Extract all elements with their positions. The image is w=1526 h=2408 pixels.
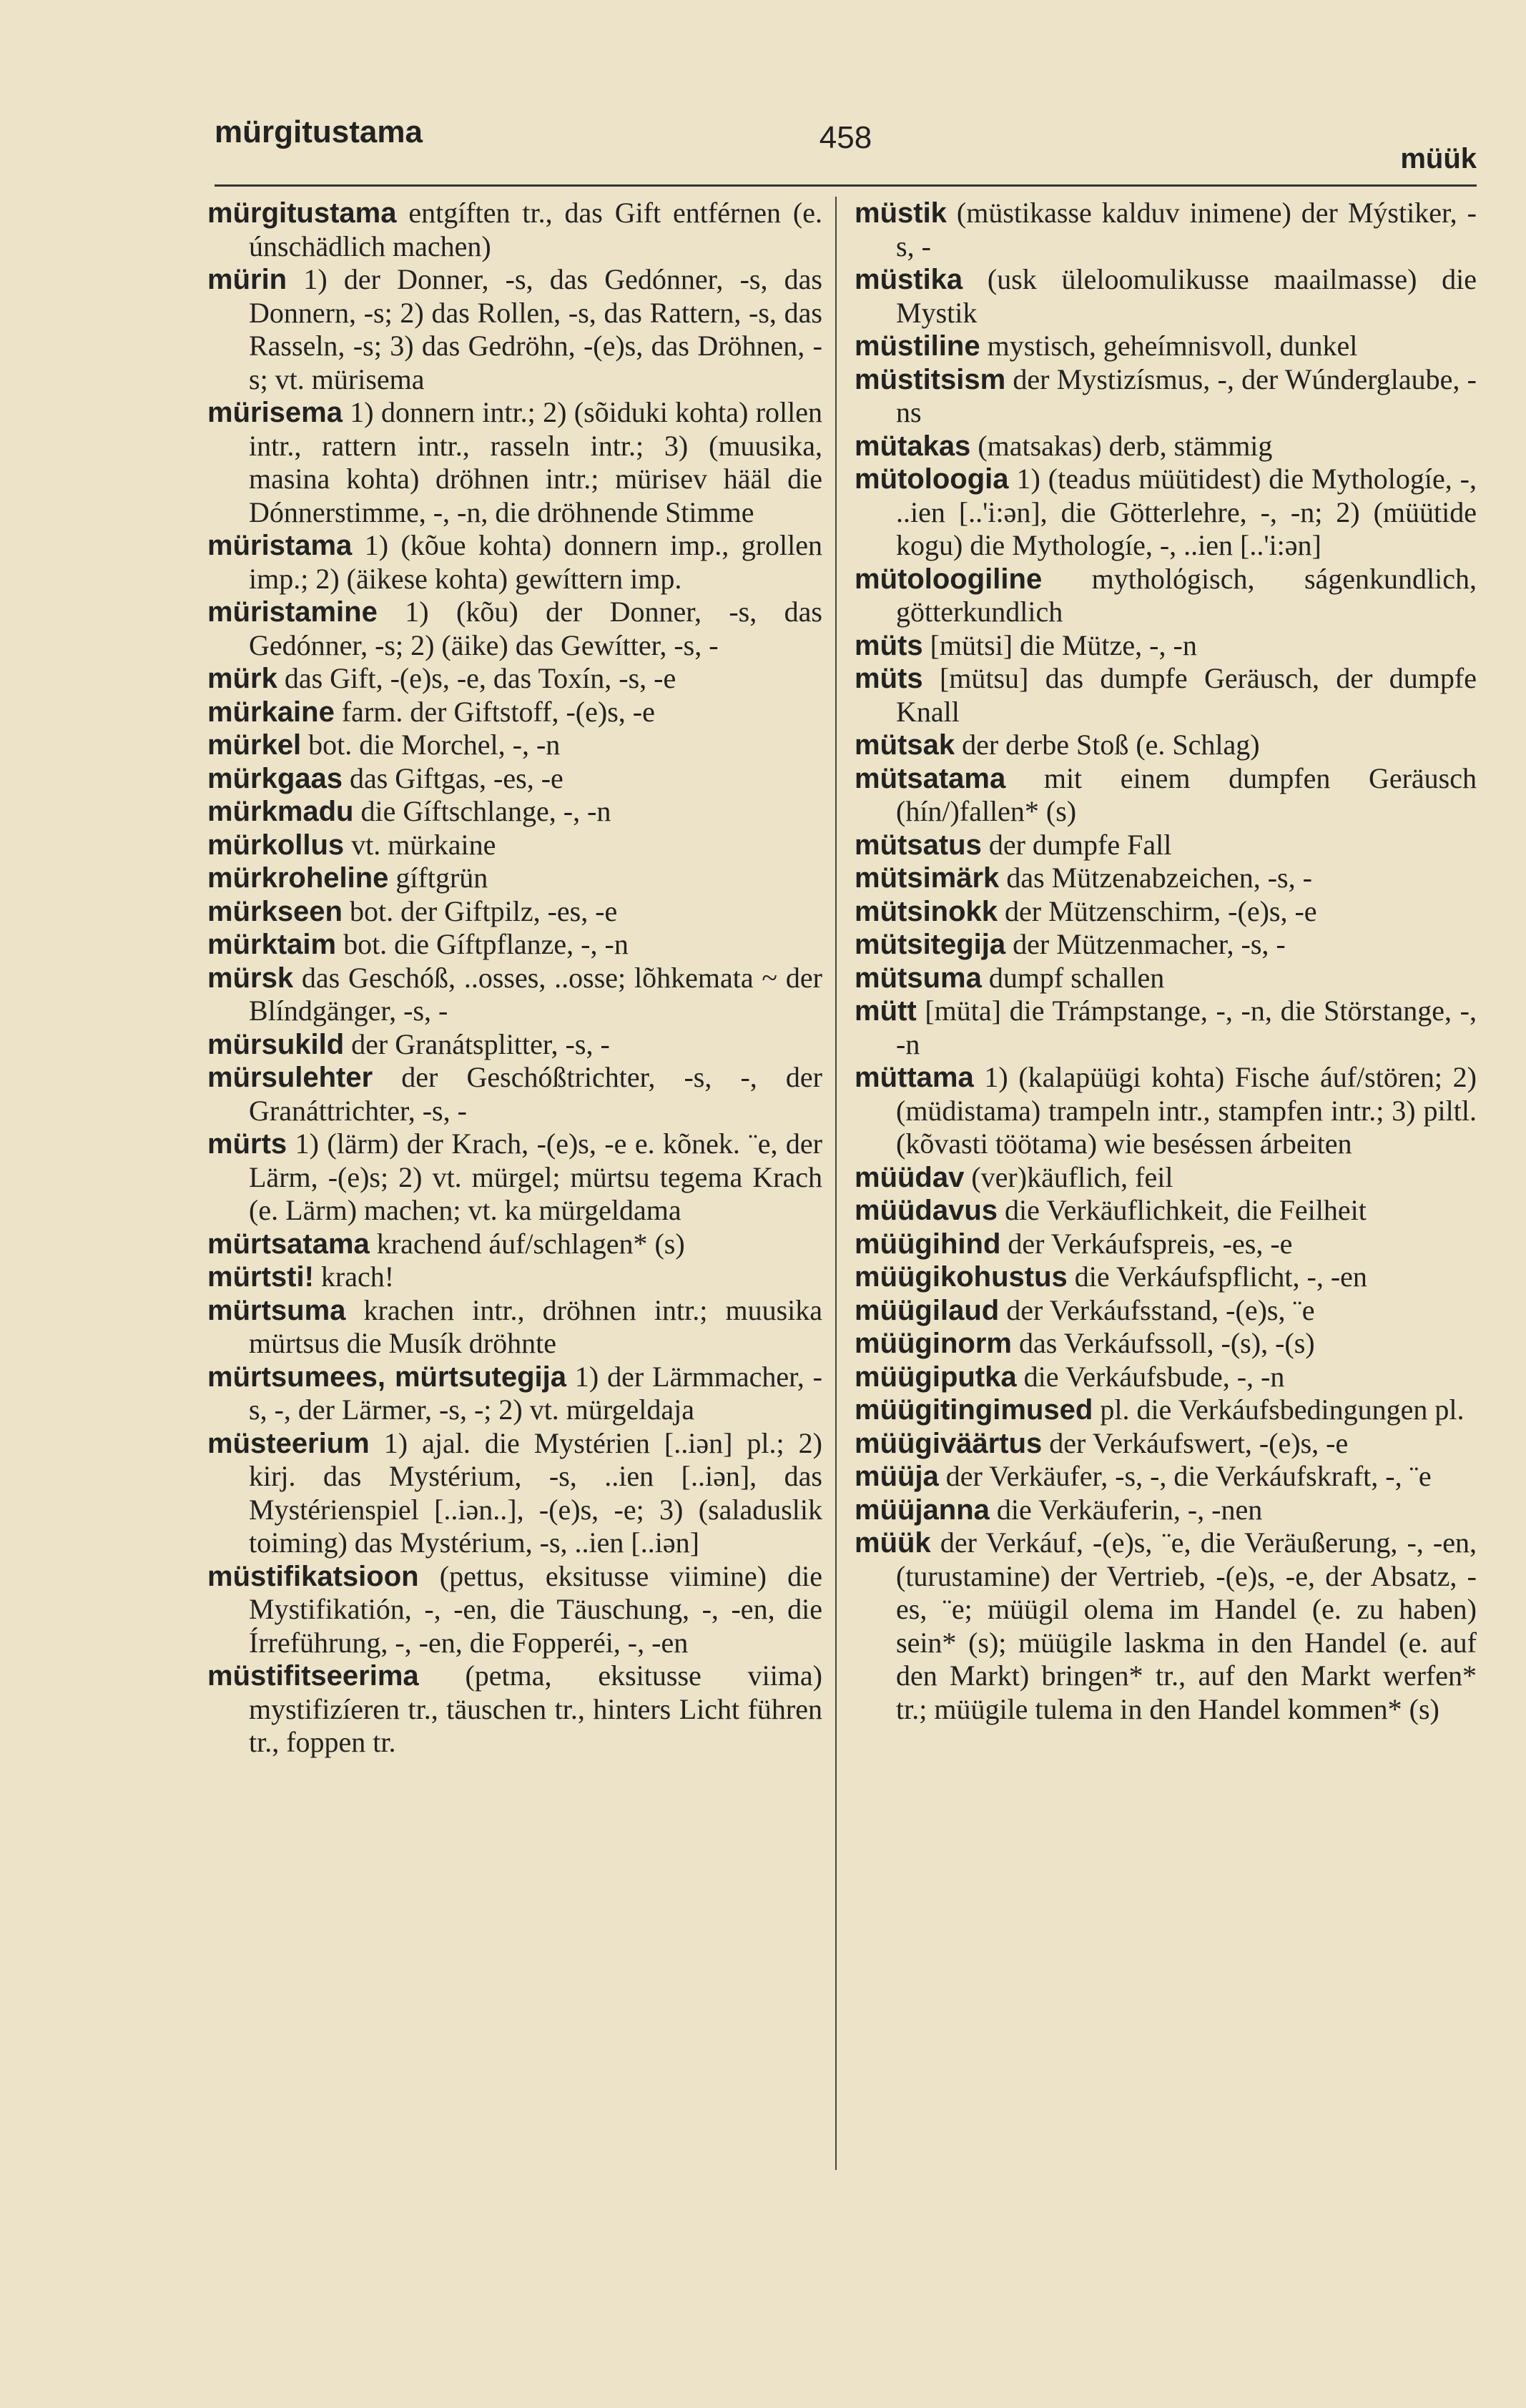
entry-definition: (pettus, eksitusse viimine) die Mystifikatión, -, -en, die Täuschung, -, -en, die Írreführung, -, -en, die Fopperéi, -, -en: [249, 1559, 822, 1659]
entry-headword: müts: [855, 629, 923, 661]
entry-headword: müüjanna: [855, 1494, 990, 1526]
entry-definition: vt. mürkaine: [344, 828, 496, 861]
entry-headword: mütoloogiline: [855, 563, 1043, 595]
entry-headword: mütsimärk: [855, 862, 1000, 894]
dictionary-entry: [207, 962, 822, 1028]
entry-headword: müügikohustus: [855, 1261, 1068, 1293]
entry-definition: die Verkáufsbude, -, -n: [1016, 1360, 1285, 1393]
entry-headword: mürgitustama: [207, 197, 397, 229]
entry-headword: mürk: [207, 663, 277, 694]
entry-headword: müüdavus: [855, 1195, 998, 1226]
dictionary-entry: [207, 1560, 822, 1660]
entry-definition: das Giftgas, -es, -e: [342, 761, 563, 794]
entry-definition: das Verkáufssoll, -(s), -(s): [1011, 1327, 1315, 1359]
dictionary-entry: [855, 1494, 1477, 1527]
running-header: [215, 114, 1477, 174]
entry-definition: der Verkáufspreis, -es, -e: [1000, 1227, 1293, 1260]
dictionary-entry: [207, 1127, 822, 1228]
entry-headword: mürts: [207, 1128, 287, 1160]
entry-definition: 1) (kalapüügi kohta) Fische áuf/stören; 2) (müdistama) trampeln intr., stampfen intr.; 3) piltl. (kõvasti töötama) wie beséssen árbeiten: [896, 1061, 1477, 1160]
dictionary-entry: [207, 696, 822, 729]
entry-headword: müstik: [855, 197, 947, 229]
dictionary-entry: [207, 829, 822, 862]
dictionary-entry: [855, 1427, 1477, 1461]
entry-headword: müstifitseerima: [207, 1660, 419, 1692]
dictionary-entry: [207, 662, 822, 696]
entry-headword: müügihind: [855, 1228, 1001, 1260]
entry-headword: mürsk: [207, 962, 294, 994]
dictionary-entry: [855, 1228, 1477, 1261]
dictionary-entry: [855, 1460, 1477, 1494]
entry-definition: 1) der Donner, -s, das Gedónner, -s, das Donnern, -s; 2) das Rollen, -s, das Rattern, -s, das Rasseln, -s; 3) das Gedröhn, -(e)s, das Dröhnen, -s; vt. mürisema: [249, 263, 822, 395]
entry-headword: müüdav: [855, 1161, 965, 1193]
entry-headword: müügilaud: [855, 1294, 1000, 1326]
dictionary-entry: [855, 1327, 1477, 1361]
dictionary-entry: [207, 928, 822, 962]
entry-definition: (usk üleloomulikusse maailmasse) die Mystik: [896, 263, 1477, 329]
entry-definition: krachend áuf/schlagen* (s): [369, 1227, 685, 1260]
dictionary-entry: [207, 1028, 822, 1062]
entry-definition: (müstikasse kalduv inimene) der Mýstiker, -s, -: [896, 197, 1477, 262]
entry-headword: müsteerium: [207, 1427, 370, 1459]
entry-headword: mürisema: [207, 397, 343, 428]
entry-headword: mürkollus: [207, 829, 345, 861]
entry-headword: müstitsism: [855, 363, 1006, 395]
dictionary-entry: [855, 463, 1477, 563]
entry-headword: müügiväärtus: [855, 1427, 1043, 1459]
entry-headword: mürkseen: [207, 895, 343, 927]
entry-headword: mürkgaas: [207, 762, 343, 794]
entry-definition: 1) ajal. die Mystérien [..iən] pl.; 2) kirj. das Mystérium, -s, ..ien [..iən], das Mystérienspiel [..iən..], -(e)s, -e; 3) (saladuslik toiming) das Mystérium, -s, ..ien [..iən]: [249, 1426, 822, 1559]
dictionary-entry: [207, 529, 822, 596]
dictionary-entry: [207, 596, 822, 662]
dictionary-entry: [207, 197, 822, 263]
dictionary-entry: [207, 1228, 822, 1261]
entry-definition: der Granátsplitter, -s, -: [344, 1027, 610, 1060]
entry-definition: [mütsi] die Mütze, -, -n: [922, 628, 1197, 661]
entry-headword: müristamine: [207, 596, 378, 628]
entry-headword: mürsukild: [207, 1028, 345, 1060]
dictionary-entry: [855, 363, 1477, 430]
entry-headword: mürtsti!: [207, 1261, 314, 1293]
entry-headword: mütsitegija: [855, 929, 1006, 960]
entry-headword: mürtsumees, mürtsutegija: [207, 1361, 567, 1393]
entry-definition: (matsakas) derb, stämmig: [970, 429, 1273, 462]
dictionary-entry: [855, 1361, 1477, 1394]
entry-definition: das Mützenabzeichen, -s, -: [999, 862, 1312, 894]
dictionary-entry: [855, 330, 1477, 363]
header-last-word: müük: [1400, 143, 1477, 174]
entry-headword: mütsatama: [855, 762, 1006, 794]
entry-headword: mürin: [207, 264, 287, 295]
entry-definition: der Verkáufsstand, -(e)s, ¨e: [999, 1293, 1315, 1326]
dictionary-entry: [855, 1294, 1477, 1328]
entry-definition: der Mystizísmus, -, der Wúnderglaube, -ns: [896, 362, 1477, 428]
entry-headword: müügitingimused: [855, 1394, 1093, 1426]
dictionary-entry: [855, 829, 1477, 862]
entry-definition: pl. die Verkáufsbedingungen pl.: [1093, 1393, 1465, 1426]
entry-definition: bot. die Morchel, -, -n: [301, 729, 561, 761]
entry-definition: 1) (teadus müütidest) die Mythologíe, -, ..ien [..'i:ən], die Götterlehre, -, -n; 2) (müütide kogu) die Mythologíe, -, ..ien [..'i:ən]: [896, 463, 1477, 561]
dictionary-entry: [855, 263, 1477, 330]
entry-definition: mytholόgisch, ságenkundlich, götterkundlich: [896, 562, 1477, 628]
dictionary-entry: [207, 1427, 822, 1560]
entry-definition: das Geschóß, ..osses, ..osse; lõhkemata ~ der Blíndgänger, -s, -: [249, 961, 822, 1027]
entry-definition: die Gíftschlange, -, -n: [353, 795, 611, 827]
page-number: 458: [819, 120, 872, 155]
entry-headword: müttama: [855, 1062, 974, 1093]
dictionary-entry: [855, 1161, 1477, 1195]
entry-headword: mürkmadu: [207, 796, 354, 827]
entry-definition: krachen intr., dröhnen intr.; muusika mürtsus die Musík dröhnte: [249, 1293, 822, 1359]
dictionary-entry: [855, 1260, 1477, 1294]
dictionary-entry: [855, 430, 1477, 463]
dictionary-entry: [207, 862, 822, 895]
dictionary-entry: [855, 762, 1477, 829]
entry-headword: müstifikatsioon: [207, 1560, 419, 1592]
dictionary-entry: [207, 1061, 822, 1127]
entry-headword: müts: [855, 663, 923, 694]
entry-headword: mürtsatama: [207, 1228, 370, 1260]
entry-definition: der derbe Stoß (e. Schlag): [955, 729, 1260, 761]
entry-headword: mütsinokk: [855, 895, 998, 927]
entry-definition: bot. die Gíftpflanze, -, -n: [336, 928, 629, 960]
dictionary-entry: [855, 1393, 1477, 1427]
dictionary-entry: [855, 1061, 1477, 1161]
entry-definition: die Verkáufspflicht, -, -en: [1067, 1260, 1367, 1293]
entry-definition: 1) (kõu) der Donner, -s, das Gedónner, -s; 2) (äike) das Gewítter, -s, -: [249, 596, 822, 661]
dictionary-entry: [855, 1526, 1477, 1726]
entry-definition: [mütsu] das dumpfe Geräusch, der dumpfe Knall: [896, 662, 1477, 728]
entry-definition: der Mützenmacher, -s, -: [1005, 928, 1286, 960]
entry-definition: der Verkäufer, -s, -, die Verkáufskraft, -, ¨e: [938, 1460, 1432, 1492]
entry-definition: mystisch, geheímnisvoll, dunkel: [980, 330, 1358, 362]
entry-headword: müüja: [855, 1461, 939, 1492]
dictionary-entry: [207, 1361, 822, 1427]
entry-headword: müstika: [855, 264, 963, 295]
dictionary-entry: [207, 729, 822, 762]
entry-headword: mütsatus: [855, 829, 982, 861]
entry-definition: entgíften tr., das Gift entférnen (e. únschädlich machen): [249, 197, 822, 262]
header-first-word: mürgitustama: [215, 114, 423, 149]
dictionary-entry: [855, 629, 1477, 663]
entry-headword: müüginorm: [855, 1328, 1012, 1359]
dictionary-entry: [207, 1294, 822, 1361]
entry-headword: müstiline: [855, 330, 980, 362]
entry-definition: der Verkáufswert, -(e)s, -e: [1042, 1426, 1349, 1459]
entry-definition: gíftgrün: [388, 862, 488, 894]
entry-definition: farm. der Giftstoff, -(e)s, -e: [334, 695, 655, 728]
entry-headword: mürsulehter: [207, 1062, 373, 1093]
entry-definition: bot. der Giftpilz, -es, -e: [342, 894, 618, 927]
entry-definition: 1) (kõue kohta) donnern imp., grollen imp.; 2) (äikese kohta) gewíttern imp.: [249, 529, 822, 595]
entry-headword: mütsuma: [855, 962, 982, 994]
dictionary-entry: [855, 1194, 1477, 1228]
dictionary-entry: [855, 729, 1477, 762]
entry-headword: mütt: [855, 995, 917, 1027]
dictionary-entry: [855, 197, 1477, 263]
entry-headword: müük: [855, 1527, 931, 1559]
dictionary-entry: [207, 1260, 822, 1294]
entry-definition: 1) donnern intr.; 2) (sõiduki kohta) rollen intr., rattern intr., rasseln intr.; 3) (muusika, masina kohta) dröhnen intr.; mürisev hääl die Dónnerstimme, -, -n, die dröhnende Stimme: [249, 396, 822, 528]
entry-definition: (ver)käuflich, feil: [964, 1160, 1173, 1193]
entry-definition: der Verkáuf, -(e)s, ¨e, die Veräußerung, -, -en, (turustamine) der Vertrieb, -(e)s, -e, der Absatz, -es, ¨e; müügil olema im Handel (e. zu haben) sein* (s); müügile laskma in den Handel (e. auf den Markt) bringen* tr., auf den Markt werfen* tr.; müügile tulema in den Handel kommen* (s): [896, 1526, 1477, 1725]
entry-definition: die Verkäuferin, -, -nen: [989, 1493, 1263, 1526]
entry-definition: das Gift, -(e)s, -e, das Toxín, -s, -e: [277, 662, 676, 694]
entry-headword: müügiputka: [855, 1361, 1017, 1393]
right-column: [855, 197, 1477, 1726]
entry-headword: mürkroheline: [207, 862, 389, 894]
entry-headword: mürktaim: [207, 929, 337, 960]
dictionary-entry: [207, 895, 822, 929]
entry-headword: mürtsuma: [207, 1294, 346, 1326]
header-rule: [215, 184, 1477, 187]
dictionary-entry: [855, 563, 1477, 629]
dictionary-entry: [207, 795, 822, 829]
dictionary-entry: [855, 895, 1477, 929]
entry-definition: der Geschóßtrichter, -s, -, der Granáttrichter, -s, -: [249, 1061, 822, 1127]
entry-definition: (petma, eksitusse viima) mystifizíeren tr., täuschen tr., hinters Licht führen tr., foppen tr.: [249, 1659, 822, 1758]
entry-definition: 1) (lärm) der Krach, -(e)s, -e e. kõnek. ¨e, der Lärm, -(e)s; 2) vt. mürgel; mürtsu tegema Krach (e. Lärm) machen; vt. ka mürgeldama: [249, 1127, 822, 1226]
dictionary-entry: [855, 862, 1477, 895]
dictionary-entry: [207, 762, 822, 796]
column-divider: [835, 197, 837, 2170]
dictionary-entry: [855, 662, 1477, 729]
dictionary-entry: [855, 928, 1477, 962]
entry-definition: krach!: [313, 1260, 395, 1293]
entry-definition: mit einem dumpfen Geräusch (hín/)fallen* (s): [896, 761, 1477, 827]
dictionary-entry: [855, 962, 1477, 995]
dictionary-entry: [207, 1659, 822, 1760]
dictionary-entry: [855, 995, 1477, 1061]
entry-headword: mütakas: [855, 430, 971, 462]
entry-definition: der Mützenschirm, -(e)s, -e: [998, 894, 1317, 927]
dictionary-entry: [207, 396, 822, 529]
entry-definition: der dumpfe Fall: [981, 828, 1172, 861]
entry-headword: mütsak: [855, 729, 955, 761]
entry-headword: mürkel: [207, 729, 302, 761]
left-column: [207, 197, 822, 1760]
entry-headword: mürkaine: [207, 696, 335, 728]
entry-definition: 1) der Lärmmacher, -s, -, der Lärmer, -s, -; 2) vt. mürgeldaja: [249, 1360, 822, 1426]
entry-definition: dumpf schallen: [981, 961, 1165, 994]
entry-definition: [müta] die Trámpstange, -, -n, die Störstange, -, -n: [896, 995, 1477, 1060]
entry-definition: die Verkäuflichkeit, die Feilheit: [998, 1194, 1367, 1226]
dictionary-entry: [207, 263, 822, 396]
entry-headword: müristama: [207, 530, 353, 561]
entry-headword: mütoloogia: [855, 463, 1009, 495]
